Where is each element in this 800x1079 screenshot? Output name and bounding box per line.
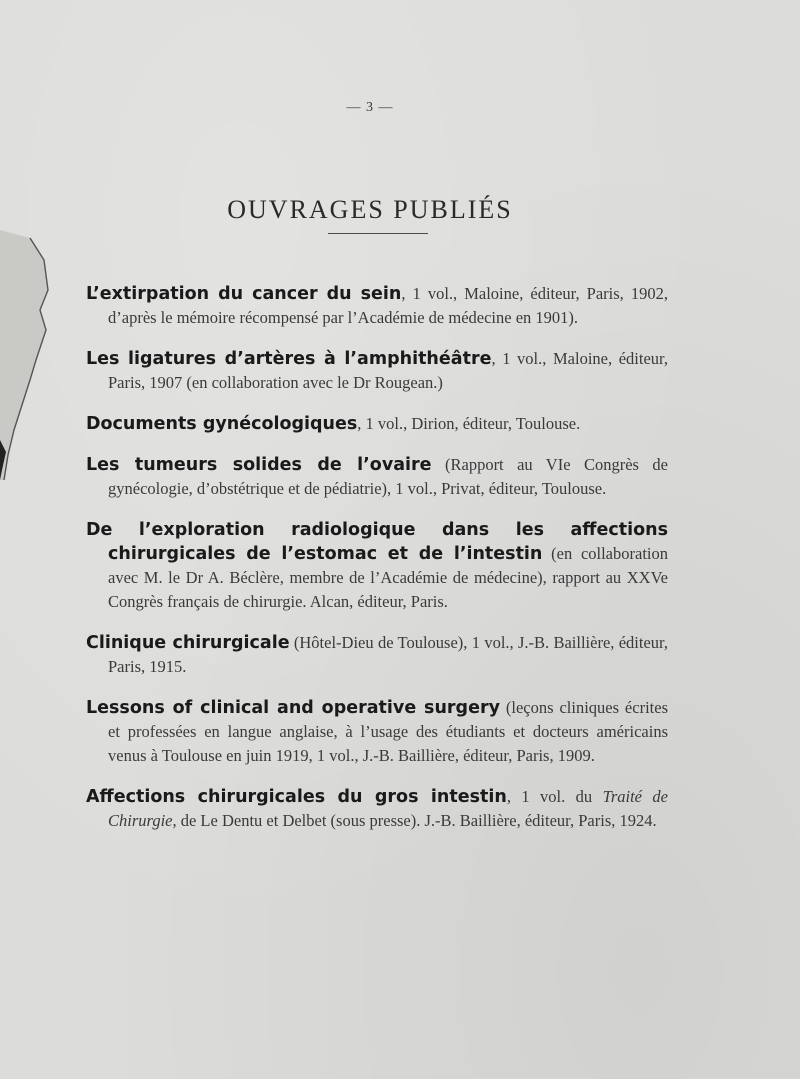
publication-entry [86, 282, 668, 330]
publication-title: Les tumeurs solides de l’ovaire [86, 455, 432, 475]
publication-details: , 1 vol., Maloine, éditeur, Paris, 1902, d’après le mémoire récompensé par l’Académie de médecine en 1901). [108, 284, 668, 327]
publication-title: Les ligatures d’artères à l’amphithéâtre [86, 349, 492, 369]
publication-details: (en collaboration avec M. le Dr A. Béclère, membre de l’Académie de médecine), rapport au XXVe Congrès français de chirurgie. Alcan, éditeur, Paris. [108, 544, 668, 611]
publication-entry [86, 518, 668, 614]
publication-series-title: Traité de Chirurgie [108, 787, 668, 830]
publication-title: De l’exploration radiologique dans les affections chirurgicales de l’estomac et de l’intestin [86, 520, 668, 564]
publication-details: (Hôtel-Dieu de Toulouse), 1 vol., J.-B. Baillière, éditeur, Paris, 1915. [108, 633, 668, 676]
publication-entry [86, 631, 668, 679]
publication-entry [86, 453, 668, 501]
page-number: — 3 — [346, 100, 394, 115]
publication-title: Affections chirurgicales du gros intestin [86, 787, 507, 807]
publication-title: L’extirpation du cancer du sein [86, 284, 402, 304]
publication-entry [86, 696, 668, 768]
torn-edge-mark [0, 230, 52, 480]
publication-list [86, 282, 668, 850]
title-underline [328, 233, 428, 234]
publication-entry [86, 347, 668, 395]
publication-details: , 1 vol., Dirion, éditeur, Toulouse. [357, 414, 581, 433]
publication-details: , de Le Dentu et Delbet (sous presse). J.-B. Baillière, éditeur, Paris, 1924. [172, 811, 657, 830]
page-title: OUVRAGES PUBLIÉS [227, 195, 513, 225]
publication-entry [86, 785, 668, 833]
publication-title: Clinique chirurgicale [86, 633, 290, 653]
publication-title: Lessons of clinical and operative surgery [86, 698, 500, 718]
publication-title: Documents gynécologiques [86, 414, 358, 434]
publication-details: , 1 vol., Maloine, éditeur, Paris, 1907 (en collaboration avec le Dr Rougean.) [108, 349, 668, 392]
publication-details: , 1 vol. du [506, 787, 603, 806]
publication-details: (Rapport au VIe Congrès de gynécologie, d’obstétrique et de pédiatrie), 1 vol., Privat, éditeur, Toulouse. [108, 455, 668, 498]
publication-details: (leçons cliniques écrites et professées en langue anglaise, à l’usage des étudiants et docteurs américains venus à Toulouse en juin 1919, 1 vol., J.-B. Baillière, éditeur, Paris, 1909. [108, 698, 668, 765]
publication-entry [86, 412, 668, 436]
